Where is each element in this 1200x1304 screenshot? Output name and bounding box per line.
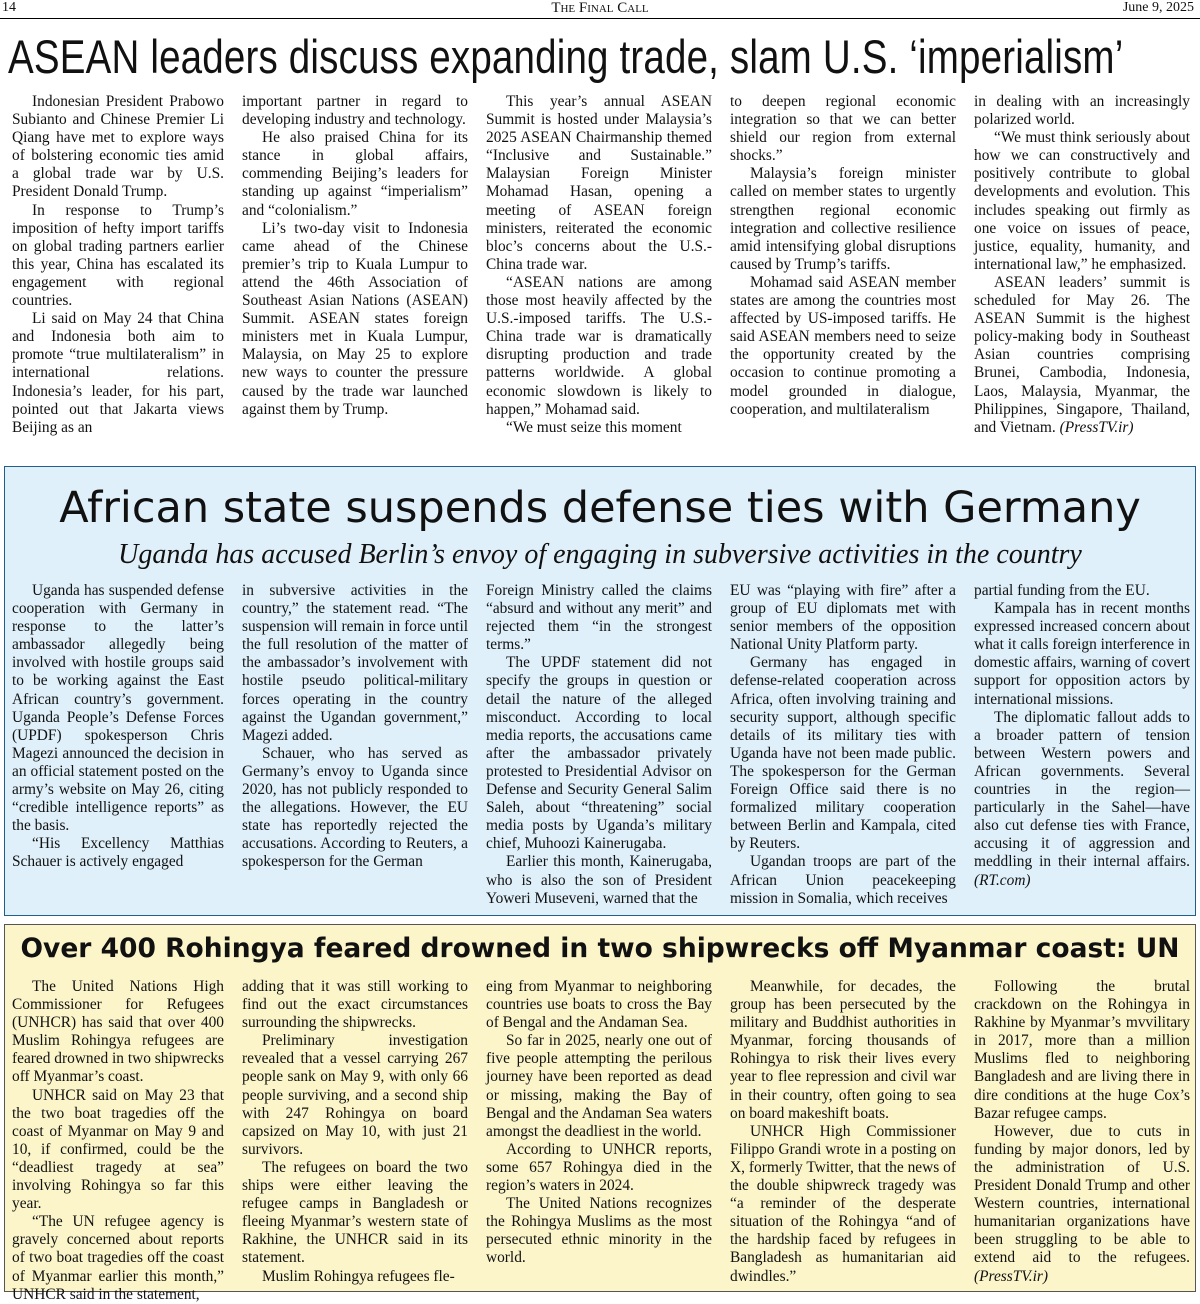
paragraph: eing from Myanmar to neighboring countries use boats to cross the Bay of Bengal and the Andaman Sea. (486, 978, 712, 1032)
paragraph: Li said on May 24 that China and Indonesia both aim to promote “true multilateralism” in international relations. Indonesia’s leader, for his part, pointed out that Jakarta views Beijing as an (12, 310, 224, 436)
story3-headline: Over 400 Rohingya feared drowned in two shipwrecks off Myanmar coast: UN (20, 933, 1180, 964)
paragraph: “ASEAN nations are among those most heavily affected by the U.S.-imposed tariffs. The U.S.-China trade war is dramatically disrupting production and trade patterns worldwide. A global economic slowdown is likely to happen,” Mohamad said. (486, 273, 712, 418)
paragraph: Meanwhile, for decades, the group has been persecuted by the military and Buddhist authorities in Myanmar, forcing thousands of Rohingya to risk their lives every year to flee repression and civil war in their country, often going to sea on board makeshift boats. (730, 978, 956, 1122)
paragraph: Mohamad said ASEAN member states are among the countries most affected by US-imposed tariffs. He said ASEAN members need to seize the opportunity created by the occasion to continue promoting a model grounded in dialogue, cooperation, and multilateralism (730, 273, 956, 418)
page-header (0, 0, 1200, 19)
paragraph: Foreign Ministry called the claims “absurd and without any merit” and rejected them “in the strongest terms.” (486, 582, 712, 654)
paragraph: Uganda has suspended defense cooperation with Germany in response to the latter’s ambassador allegedly being involved with hostile groups said to be working against the East African country’s government. Uganda People’s Defense Forces (UPDF) spokesperson Chris Magezi announced the decision in an official statement posted on the army’s website on May 26, citing “credible intelligence reports” as the basis. (12, 582, 224, 835)
story1-column-1 (12, 93, 224, 456)
story1-column-3 (486, 93, 712, 456)
paragraph: “The UN refugee agency is gravely concerned about reports of two boat tragedies off the coast of Myanmar earlier this month,” UNHCR said in the statement, (12, 1213, 224, 1303)
paragraph: “His Excellency Matthias Schauer is actively engaged (12, 835, 224, 871)
story1-headline: ASEAN leaders discuss expanding trade, slam U.S. ‘imperialism’ (8, 30, 1124, 83)
story2-column-4 (730, 582, 956, 910)
paragraph: Ugandan troops are part of the African Union peacekeeping mission in Somalia, which receives (730, 853, 956, 907)
story2-column-5 (974, 582, 1190, 910)
paragraph: The United Nations recognizes the Rohingya Muslims as the most persecuted ethnic minority in the world. (486, 1195, 712, 1267)
paragraph: The UPDF statement did not specify the groups in question or detail the nature of the alleged misconduct. According to local media reports, the accusations came after the ambassador privately protested to Presidential Advisor on Defense and Security General Salim Saleh, about “threatening” social media posts by Uganda’s military chief, Muhoozi Kainerugaba. (486, 654, 712, 853)
paragraph: Schauer, who has served as Germany’s envoy to Uganda since 2020, has not publicly responded to the allegations. However, the EU state has reportedly rejected the accusations. According to Reuters, a spokesperson for the German (242, 744, 468, 871)
paragraph: According to UNHCR reports, some 657 Rohingya died in the region’s waters in 2024. (486, 1140, 712, 1195)
paragraph: Preliminary investigation revealed that a vessel carrying 267 people sank on May 9, with only 66 people surviving, and a second ship with 247 Rohingya on board capsized on May 10, with just 21 survivors. (242, 1032, 468, 1158)
story3-column-4 (730, 978, 956, 1288)
paragraph: Kampala has in recent months expressed increased concern about what it calls foreign interference in domestic affairs, warning of covert support for opposition actors by international missions. (974, 600, 1190, 708)
paragraph: Li’s two-day visit to Indonesia came ahead of the Chinese premier’s trip to Kuala Lumpur to attend the 46th Association of Southeast Asian Nations (ASEAN) Summit. ASEAN states foreign ministers met in Kuala Lumpur, Malaysia, on May 25 to explore new ways to counter the pressure caused by the trade war launched against them by Trump. (242, 219, 468, 418)
paragraph: ASEAN leaders’ summit is scheduled for May 26. The ASEAN Summit is the highest policy-making body in Southeast Asian countries comprising Brunei, Cambodia, Indonesia, Laos, Malaysia, Myanmar, the Philippines, Singapore, Thailand, and Vietnam. (PressTV.ir) (974, 273, 1190, 436)
issue-date: June 9, 2025 (1122, 0, 1194, 15)
story2-headline: African state suspends defense ties with Germany (59, 483, 1141, 533)
masthead: The Final Call (551, 0, 649, 16)
story3-credit: (PressTV.ir) (974, 1267, 1048, 1285)
paragraph: important partner in regard to developing industry and technology. (242, 93, 468, 129)
paragraph: Earlier this month, Kainerugaba, who is also the son of President Yoweri Museveni, warned that the (486, 853, 712, 907)
paragraph: to deepen regional economic integration so that we can better shield our region from external shocks.” (730, 93, 956, 165)
story2-column-3 (486, 582, 712, 910)
paragraph: UNHCR said on May 23 that the two boat tragedies off the coast of Myanmar on May 9 and 10, if confirmed, could be the “deadliest tragedy at sea” involving Rohingya so far this year. (12, 1086, 224, 1213)
paragraph: adding that it was still working to find out the exact circumstances surrounding the shipwrecks. (242, 978, 468, 1032)
paragraph: Following the brutal crackdown on the Rohingya in Rakhine by Myanmar’s mvvilitary in 2017, more than a million Muslims fled to neighboring Bangladesh and are living there in dire conditions at the huge Cox’s Bazar refugee camps. (974, 978, 1190, 1122)
paragraph: Indonesian President Prabowo Subianto and Chinese Premier Li Qiang have met to explore ways of bolstering economic ties amid a global trade war by U.S. President Donald Trump. (12, 93, 224, 201)
paragraph: So far in 2025, nearly one out of five people attempting the perilous journey have been reported as dead or missing, making the Bay of Bengal and the Andaman Sea waters amongst the deadliest in the world. (486, 1032, 712, 1140)
paragraph: “We must think seriously about how we can constructively and positively contribute to global developments and evolution. This includes speaking out firmly as one voice on issues of peace, justice, equality, humanity, and international law,” he emphasized. (974, 129, 1190, 273)
story3-column-2 (242, 978, 468, 1288)
paragraph: The diplomatic fallout adds to a broader pattern of tension between Western powers and African governments. Several countries in the region—particularly in the Sahel—have also cut defense ties with France, accusing it of aggression and meddling in their internal affairs. (RT.com) (974, 708, 1190, 889)
story2-subheadline: Uganda has accused Berlin’s envoy of engaging in subversive activities in the country (118, 539, 1082, 570)
story2-column-2 (242, 582, 468, 910)
page-number: 14 (2, 0, 16, 15)
paragraph: Muslim Rohingya refugees fle- (262, 1267, 455, 1285)
paragraph: In response to Trump’s imposition of hefty import tariffs on global trading partners earlier this year, China has escalated its engagement with regional countries. (12, 201, 224, 310)
story2-column-1 (12, 582, 224, 910)
paragraph: Malaysia’s foreign minister called on member states to urgently strengthen regional economic integration and collective resilience amid intensifying global disruptions caused by Trump’s tariffs. (730, 165, 956, 273)
paragraph: He also praised China for its stance in global affairs, commending Beijing’s leaders for standing up against “imperialism” and “colonialism.” (242, 129, 468, 219)
story1-column-5 (974, 93, 1190, 456)
story2-credit: (RT.com) (974, 871, 1031, 889)
story1-column-2 (242, 93, 468, 456)
story3-column-5 (974, 978, 1190, 1288)
story1-credit: (PressTV.ir) (1059, 418, 1134, 436)
paragraph: Germany has engaged in defense-related cooperation across Africa, often involving training and security support, although specific details of its military ties with Uganda have not been made public. The spokesperson for the German Foreign Office said there is no formalized military cooperation between Berlin and Kampala, cited by Reuters. (730, 654, 956, 853)
story3-column-3 (486, 978, 712, 1288)
paragraph: EU was “playing with fire” after a group of EU diplomats met with senior members of the opposition National Unity Platform party. (730, 582, 956, 654)
story3-body (12, 978, 1190, 1303)
paragraph: partial funding from the EU. (974, 582, 1150, 599)
paragraph: UNHCR High Commissioner Filippo Grandi wrote in a posting on X, formerly Twitter, that the news of the double shipwreck tragedy was “a reminder of the desperate situation of the Rohingya “and of the hardship faced by refugees in Bangladesh as humanitarian aid dwindles.” (730, 1122, 956, 1285)
paragraph: The United Nations High Commissioner for Refugees (UNHCR) has said that over 400 Muslim Rohingya refugees are feared drowned in two shipwrecks off Myanmar’s coast. (12, 978, 224, 1086)
paragraph: in subversive activities in the country,” the statement read. “The suspension will remain in force until the full resolution of the matter of the ambassador’s involvement with hostile pseudo political-military forces operating in the country against the Ugandan government,” Magezi added. (242, 582, 468, 744)
paragraph: “We must seize this moment (506, 418, 682, 436)
story1-body (12, 93, 1190, 456)
story3-column-1 (12, 978, 224, 1303)
story2-body (12, 582, 1190, 910)
paragraph: This year’s annual ASEAN Summit is hosted under Malaysia’s 2025 ASEAN Chairmanship themed “Inclusive and Sustainable.” Malaysian Foreign Minister Mohamad Hasan, opening a meeting of ASEAN foreign ministers, reiterated the economic bloc’s concerns about the U.S.-China trade war. (486, 93, 712, 273)
paragraph: However, due to cuts in funding by major donors, led by the administration of U.S. President Donald Trump and other Western countries, international humanitarian organizations have been struggling to be able to extend aid to the refugees. (PressTV.ir) (974, 1122, 1190, 1285)
paragraph: in dealing with an increasingly polarized world. (974, 93, 1190, 129)
paragraph: The refugees on board the two ships were either leaving the refugee camps in Bangladesh or fleeing Myanmar’s western state of Rakhine, the UNHCR said in its statement. (242, 1158, 468, 1267)
story1-column-4 (730, 93, 956, 456)
